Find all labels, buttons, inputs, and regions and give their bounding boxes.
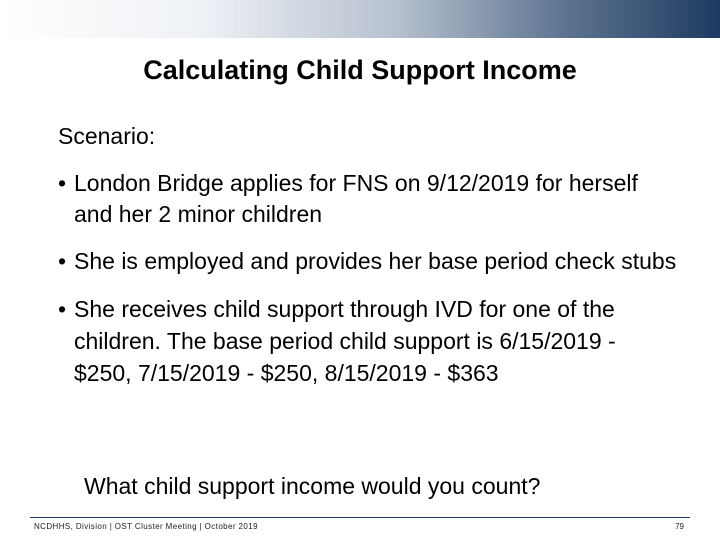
scenario-label: Scenario: [58,123,156,149]
list-item [58,293,678,389]
bullet-icon: • [58,170,67,196]
footer-divider [30,517,690,518]
question-text: What child support income would you count? [84,473,541,499]
bullet-text: London Bridge applies for FNS on 9/12/2019 for herself and her 2 minor children [74,170,638,227]
bullet-icon: • [58,296,67,322]
slide-title: Calculating Child Support Income [143,55,577,85]
list-item [58,168,678,230]
scenario-bullet-list [58,168,678,405]
bullet-text: She receives child support through IVD for one of the children. The base period child support is 6/15/2019 - $250, 7/15/2019 - $250, 8/15/2019 - $363 [74,296,616,386]
header-gradient-band [0,0,720,38]
page-number: 79 [675,522,684,531]
list-item [58,246,678,277]
bullet-icon: • [58,248,67,274]
bullet-text: She is employed and provides her base period check stubs [74,248,677,274]
footer-text: NCDHHS, Division | OST Cluster Meeting | October 2019 [34,522,258,531]
